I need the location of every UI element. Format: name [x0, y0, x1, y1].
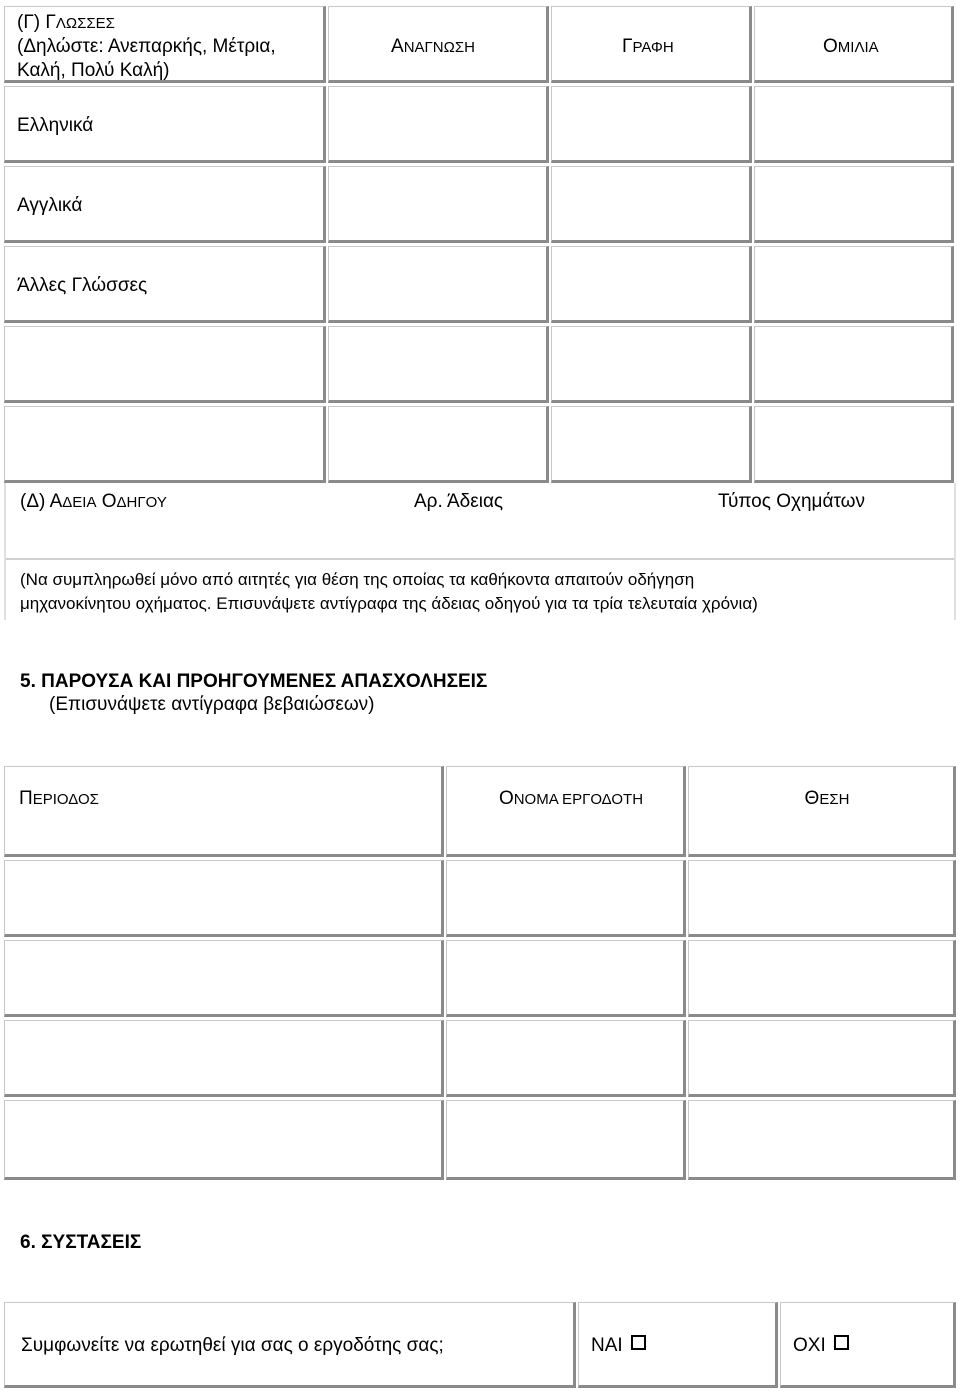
yes-checkbox[interactable]: [631, 1335, 646, 1350]
license-note: [20, 568, 940, 616]
language-writing-field[interactable]: [551, 86, 752, 163]
language-reading-field[interactable]: [328, 406, 549, 483]
languages-header-line1: (Γ) ΓΛΩΣΣΕΣ: [17, 12, 115, 33]
yes-label: ΝΑΙ: [591, 1335, 623, 1356]
language-row-label: Ελληνικά: [4, 86, 326, 163]
employment-period-field[interactable]: [4, 860, 444, 937]
language-speaking-field[interactable]: [754, 166, 954, 243]
employment-employer-field[interactable]: [446, 940, 686, 1017]
col-period-header: ΠΕΡΙΟΔΟΣ: [4, 766, 444, 857]
employment-position-field[interactable]: [688, 1020, 956, 1097]
language-speaking-field[interactable]: [754, 406, 954, 483]
employment-period-field[interactable]: [4, 940, 444, 1017]
language-row-label[interactable]: [4, 326, 326, 403]
license-divider: [4, 558, 956, 560]
vehicle-type-label: Τύπος Οχημάτων: [718, 491, 866, 512]
license-frame-right: [954, 483, 956, 620]
language-row-label[interactable]: [4, 406, 326, 483]
employment-section-title: 5. ΠΑΡΟΥΣΑ ΚΑΙ ΠΡΟΗΓΟΥΜΕΝΕΣ ΑΠΑΣΧΟΛΗΣΕΙΣ: [20, 671, 488, 692]
employment-period-field[interactable]: [4, 1020, 444, 1097]
language-reading-field[interactable]: [328, 166, 549, 243]
language-reading-field[interactable]: [328, 246, 549, 323]
references-question-cell: [4, 1302, 576, 1388]
license-number-label: Αρ. Άδειας: [414, 491, 504, 512]
col-writing-header: ΓΡΑΦΗ: [551, 6, 752, 83]
employment-period-field[interactable]: [4, 1100, 444, 1180]
no-label: ΟΧΙ: [793, 1335, 826, 1356]
col-position-header: ΘΕΣΗ: [688, 766, 956, 857]
license-label: (Δ) ΑΔΕΙΑ ΟΔΗΓΟΥ: [20, 491, 167, 512]
employment-employer-field[interactable]: [446, 860, 686, 937]
language-writing-field[interactable]: [551, 406, 752, 483]
col-speaking-header: ΟΜΙΛΙΑ: [754, 6, 954, 83]
col-reading-header: ΑΝΑΓΝΩΣΗ: [328, 6, 549, 83]
col-employer-header: ΟΝΟΜΑ ΕΡΓΟΔΟΤΗ: [446, 766, 686, 857]
language-writing-field[interactable]: [551, 246, 752, 323]
language-writing-field[interactable]: [551, 326, 752, 403]
yes-option-cell[interactable]: [578, 1302, 778, 1388]
language-writing-field[interactable]: [551, 166, 752, 243]
license-note-line2: μηχανοκίνητου οχήματος. Επισυνάψετε αντίγραφα της άδειας οδηγού για τα τρία τελευταία χρόνια): [20, 594, 758, 613]
license-note-line1: (Να συμπληρωθεί μόνο από αιτητές για θέση της οποίας τα καθήκοντα απαιτούν οδήγηση: [20, 570, 695, 589]
languages-header-cell: [4, 6, 326, 83]
language-row-label: Αγγλικά: [4, 166, 326, 243]
references-question: Συμφωνείτε να ερωτηθεί για σας ο εργοδότης σας;: [21, 1335, 444, 1356]
references-section-title: 6. ΣΥΣΤΑΣΕΙΣ: [20, 1232, 142, 1253]
languages-header-line3: Καλή, Πολύ Καλή): [17, 60, 170, 81]
language-speaking-field[interactable]: [754, 246, 954, 323]
language-reading-field[interactable]: [328, 86, 549, 163]
language-row-label: Άλλες Γλώσσες: [4, 246, 326, 323]
no-checkbox[interactable]: [834, 1335, 849, 1350]
languages-header-line2: (Δηλώστε: Ανεπαρκής, Μέτρια,: [17, 36, 276, 57]
language-speaking-field[interactable]: [754, 326, 954, 403]
employment-position-field[interactable]: [688, 860, 956, 937]
employment-position-field[interactable]: [688, 940, 956, 1017]
no-option-cell[interactable]: [780, 1302, 956, 1388]
language-speaking-field[interactable]: [754, 86, 954, 163]
employment-position-field[interactable]: [688, 1100, 956, 1180]
employment-employer-field[interactable]: [446, 1100, 686, 1180]
employment-section-subtitle: (Επισυνάψετε αντίγραφα βεβαιώσεων): [49, 694, 375, 715]
license-frame-left: [4, 483, 6, 620]
language-reading-field[interactable]: [328, 326, 549, 403]
employment-employer-field[interactable]: [446, 1020, 686, 1097]
